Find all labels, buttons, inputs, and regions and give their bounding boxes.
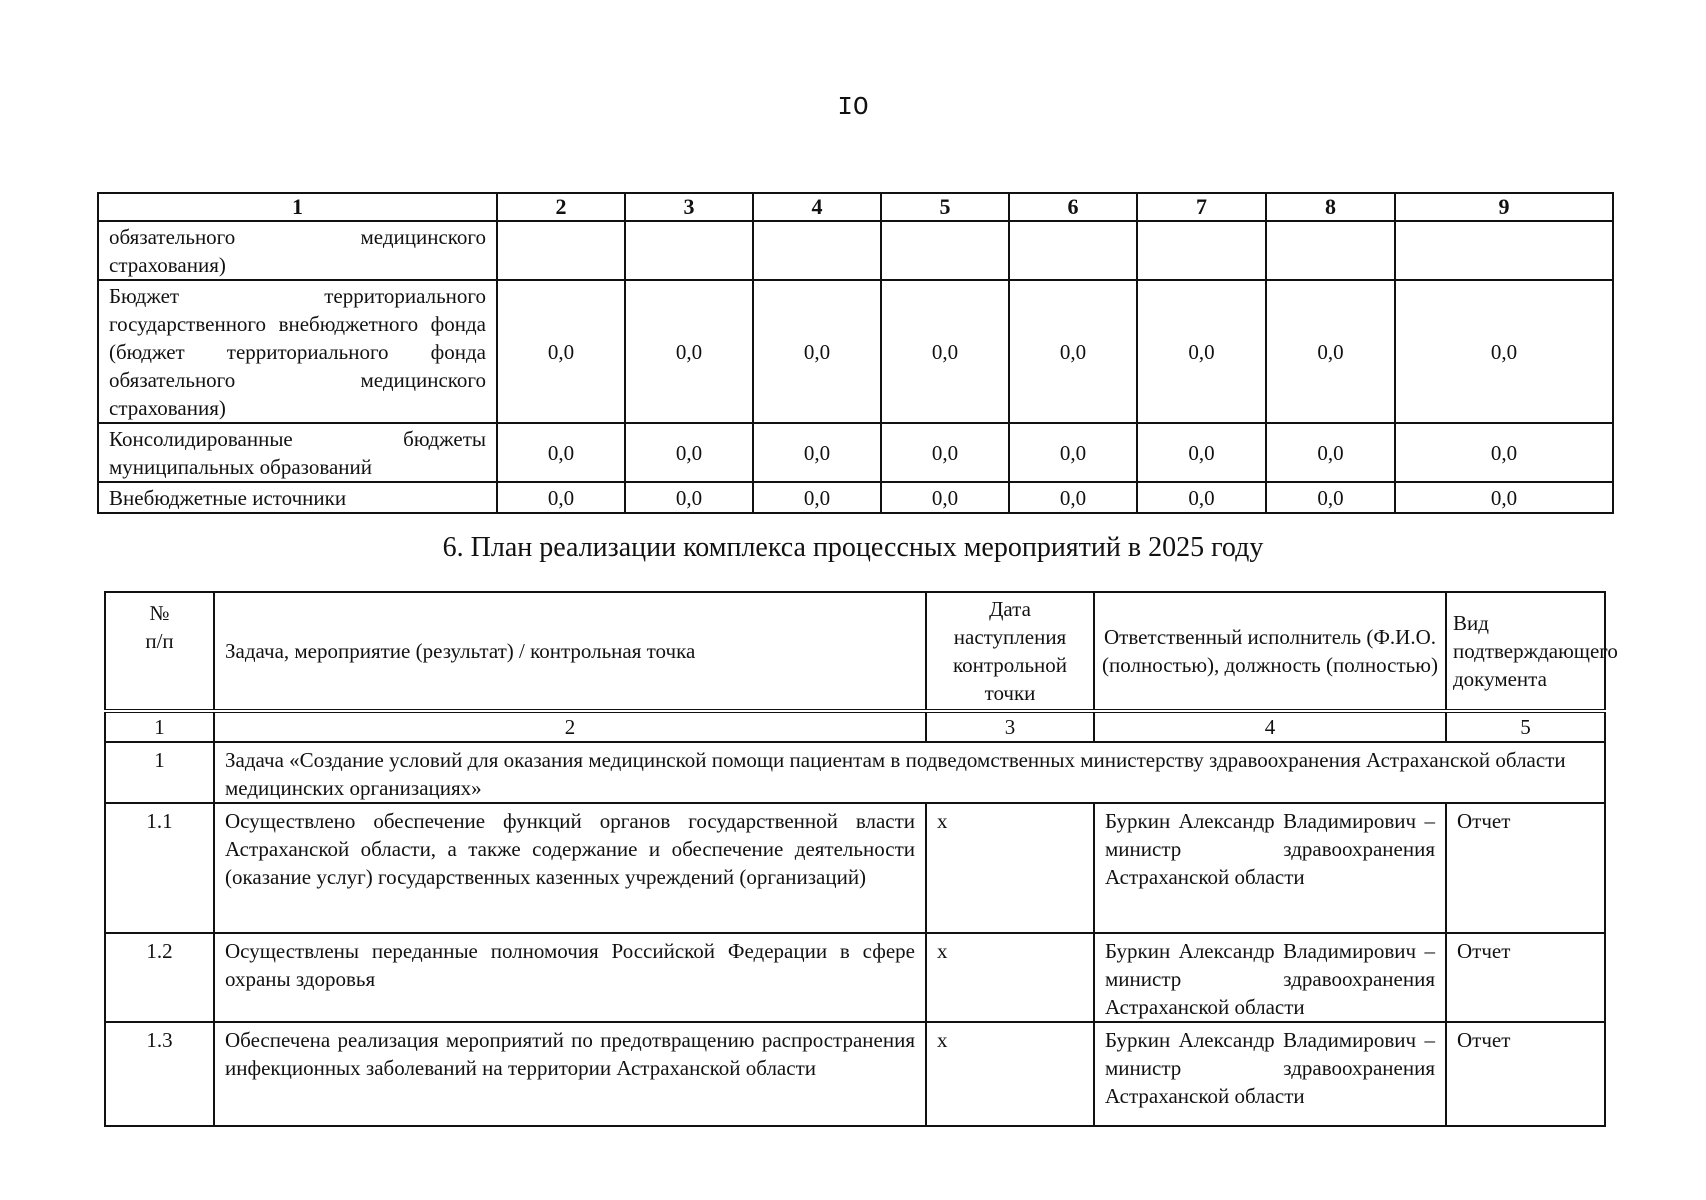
value-cell [753,221,881,280]
source-name: Консолидированные бюджеты муниципальных образований [98,423,497,482]
task-number: 1 [105,742,214,803]
value-cell: 0,0 [1009,423,1137,482]
value-cell: 0,0 [753,423,881,482]
section-title: 6. План реализации комплекса процессных мероприятий в 2025 году [442,532,1264,563]
column-number: 4 [1094,711,1446,742]
table-row [105,803,1605,933]
header-number-sign: № [149,601,170,625]
item-text: Осуществлены переданные полномочия Российской Федерации в сфере охраны здоровья [214,933,926,1022]
financing-table [97,192,1614,514]
value-cell [625,221,753,280]
header-number-pp: п/п [145,629,174,653]
item-text: Осуществлено обеспечение функций органов государственной власти Астраханской области, а также содержание и обеспечение деятельности (оказание услуг) государственных казенных учреждений (организаций) [214,803,926,933]
header-date: Дата наступления контрольной точки [926,592,1094,711]
source-name: обязательного медицинского страхования) [98,221,497,280]
value-cell [1137,221,1266,280]
column-number: 3 [625,193,753,221]
plan-table [104,591,1618,1127]
value-cell: 0,0 [1395,482,1613,513]
value-cell: 0,0 [1266,423,1395,482]
value-cell: 0,0 [1009,280,1137,423]
value-cell [1395,221,1613,280]
table-row [105,1022,1605,1126]
value-cell [1266,221,1395,280]
column-number: 5 [1446,711,1605,742]
value-cell: 0,0 [625,482,753,513]
value-cell [881,221,1009,280]
item-responsible: Буркин Александр Владимирович – министр здравоохранения Астраханской области [1094,803,1446,933]
value-cell: 0,0 [1395,280,1613,423]
column-numbers-row [105,711,1605,742]
table-header-row [98,193,1613,221]
column-number: 5 [881,193,1009,221]
task-row [105,742,1605,803]
item-responsible: Буркин Александр Владимирович – министр здравоохранения Астраханской области [1094,933,1446,1022]
item-date: х [926,803,1094,933]
source-name: Внебюджетные источники [98,482,497,513]
value-cell: 0,0 [625,280,753,423]
column-number: 9 [1395,193,1613,221]
item-date: х [926,933,1094,1022]
table-row [98,482,1613,513]
table-row [98,423,1613,482]
column-number: 2 [497,193,625,221]
item-number: 1.3 [105,1022,214,1126]
table-header-row [105,592,1605,711]
value-cell: 0,0 [753,280,881,423]
item-text: Обеспечена реализация мероприятий по предотвращению распространения инфекционных заболеваний на территории Астраханской области [214,1022,926,1126]
column-number: 1 [98,193,497,221]
value-cell: 0,0 [1009,482,1137,513]
value-cell: 0,0 [497,280,625,423]
header-task: Задача, мероприятие (результат) / контрольная точка [214,592,926,711]
value-cell: 0,0 [497,482,625,513]
header-responsible: Ответственный исполнитель (Ф.И.О. (полностью), должность (полностью) [1094,592,1446,711]
value-cell: 0,0 [1137,482,1266,513]
column-number: 3 [926,711,1094,742]
header-document: Вид подтверждающего документа [1446,592,1605,711]
source-name: Бюджет территориального государственного внебюджетного фонда (бюджет территориального фонда обязательного медицинского страхования) [98,280,497,423]
column-number: 4 [753,193,881,221]
table-row [105,933,1605,1022]
value-cell: 0,0 [881,482,1009,513]
header-number [105,592,214,711]
column-number: 7 [1137,193,1266,221]
table-row [98,221,1613,280]
column-number: 6 [1009,193,1137,221]
item-document: Отчет [1446,933,1605,1022]
column-number: 1 [105,711,214,742]
value-cell: 0,0 [1395,423,1613,482]
item-document: Отчет [1446,803,1605,933]
value-cell: 0,0 [753,482,881,513]
item-date: х [926,1022,1094,1126]
column-number: 2 [214,711,926,742]
value-cell [1009,221,1137,280]
value-cell: 0,0 [1266,482,1395,513]
value-cell: 0,0 [1266,280,1395,423]
page-number: IO [837,92,869,122]
task-text: Задача «Создание условий для оказания медицинской помощи пациентам в подведомственных министерству здравоохранения Астраханской области медицинских организациях» [214,742,1605,803]
item-number: 1.1 [105,803,214,933]
value-cell: 0,0 [625,423,753,482]
value-cell [497,221,625,280]
value-cell: 0,0 [1137,280,1266,423]
value-cell: 0,0 [881,423,1009,482]
item-number: 1.2 [105,933,214,1022]
value-cell: 0,0 [881,280,1009,423]
item-responsible: Буркин Александр Владимирович – министр здравоохранения Астраханской области [1094,1022,1446,1126]
column-number: 8 [1266,193,1395,221]
item-document: Отчет [1446,1022,1605,1126]
value-cell: 0,0 [1137,423,1266,482]
value-cell: 0,0 [497,423,625,482]
table-row [98,280,1613,423]
